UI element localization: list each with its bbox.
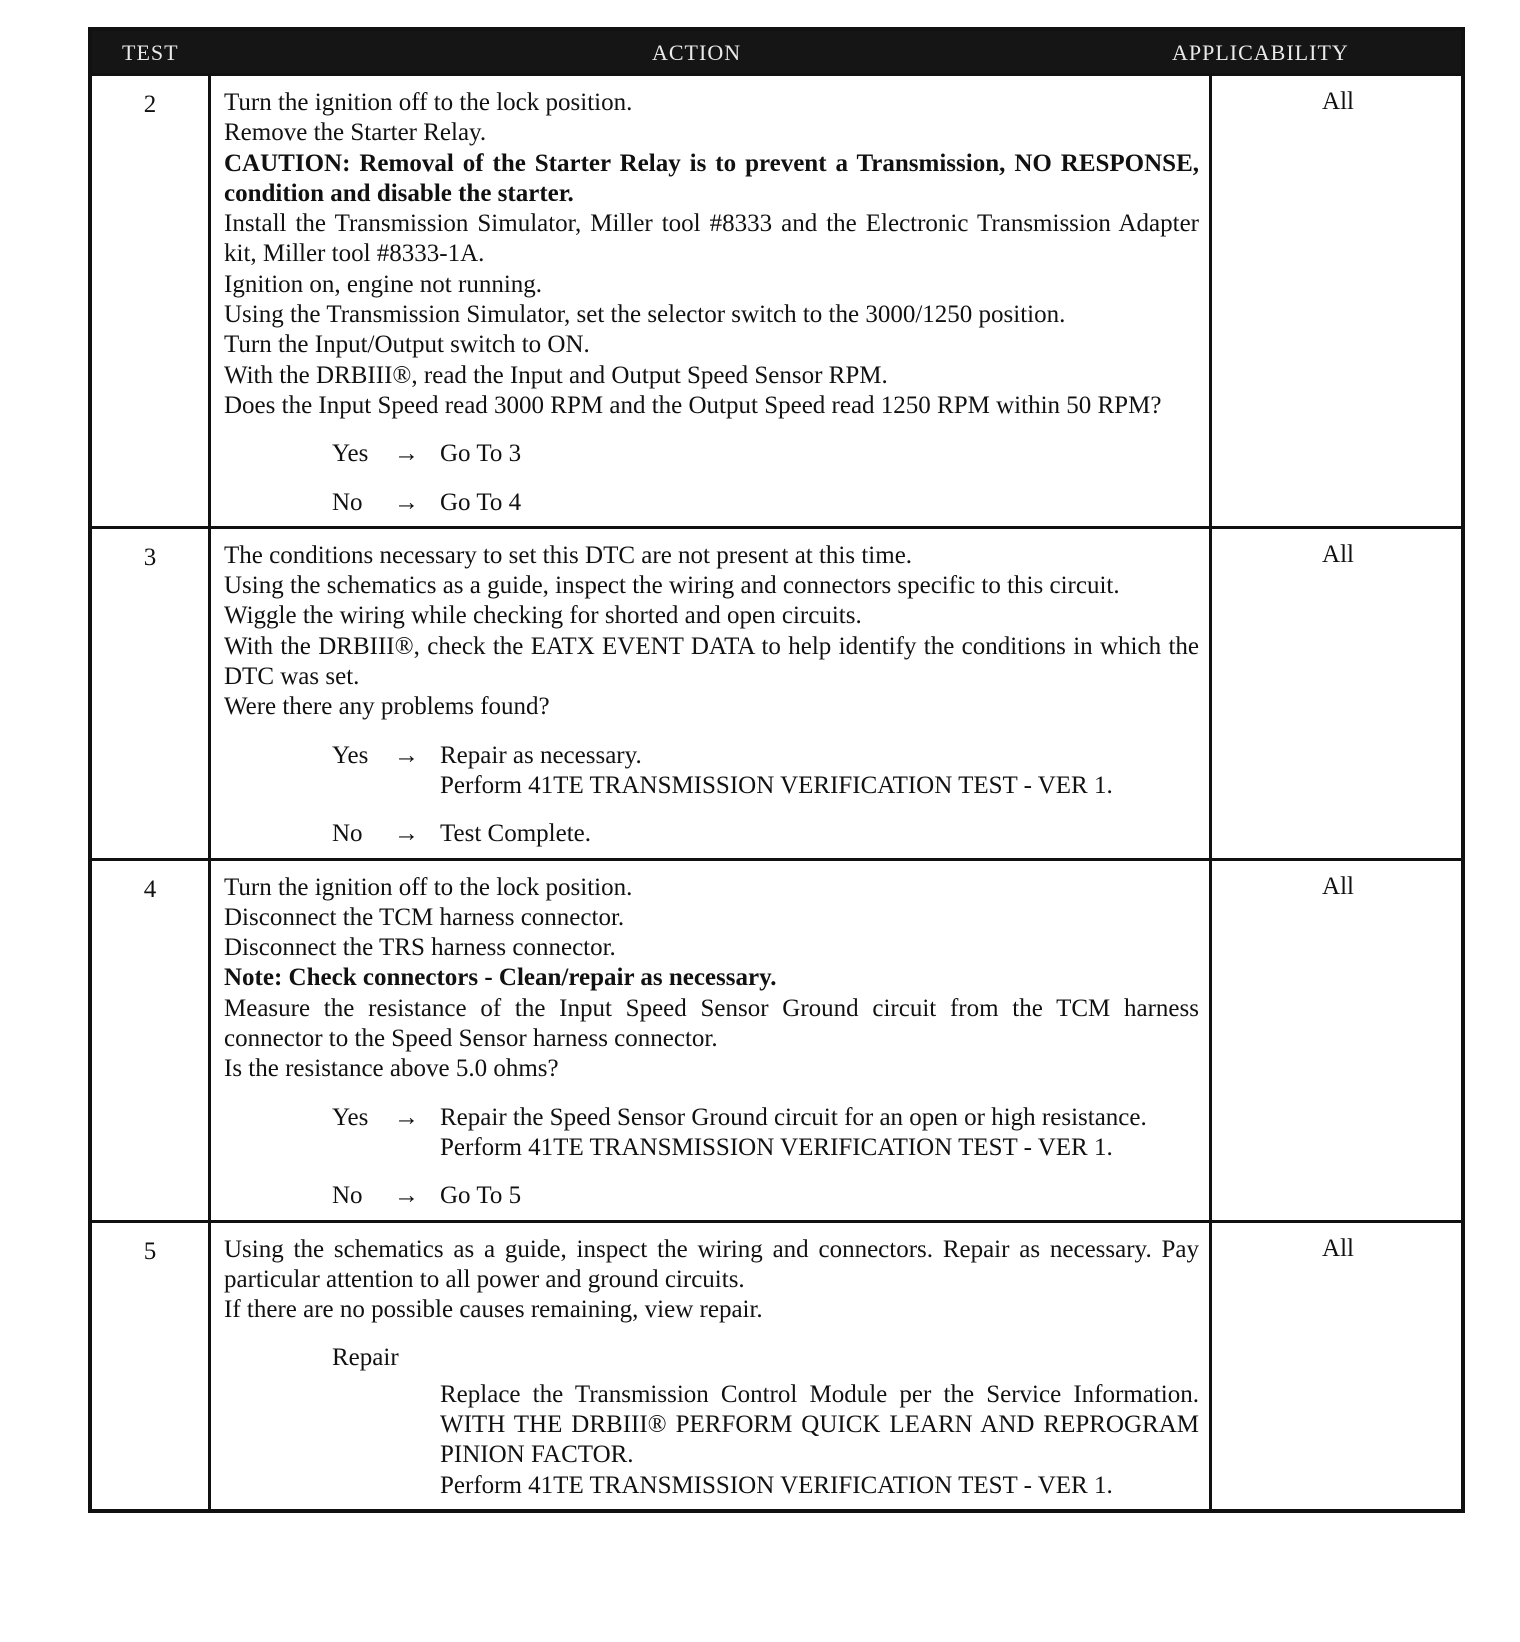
action-line: Turn the Input/Output switch to ON. xyxy=(224,331,590,359)
answer-text-line: Repair the Speed Sensor Ground circuit for an open or high resistance. xyxy=(440,1103,1147,1131)
header-action: ACTION xyxy=(652,40,742,65)
caution-line: CAUTION: Removal of the Starter Relay is to prevent a Transmission, NO RESPONSE, condition and disable the starter. xyxy=(224,149,1199,207)
answer-text xyxy=(440,741,1199,802)
answer-label: No xyxy=(332,820,363,848)
action-line: Ignition on, engine not running. xyxy=(224,270,543,298)
header-applicability: APPLICABILITY xyxy=(1172,40,1349,65)
answer-list xyxy=(332,741,1199,850)
arrow-icon: → xyxy=(394,820,419,848)
answer-text-line: Perform 41TE TRANSMISSION VERIFICATION TEST - VER 1. xyxy=(440,771,1113,799)
action-line: With the DRBIII®, check the EATX EVENT DATA to help identify the conditions in which the DTC was set. xyxy=(224,632,1199,691)
table-row xyxy=(92,73,1461,526)
action-line: Turn the ignition off to the lock position. xyxy=(224,89,633,116)
action-line: Remove the Starter Relay. xyxy=(224,119,487,147)
action-line: Does the Input Speed read 3000 RPM and the Output Speed read 1250 RPM within 50 RPM? xyxy=(224,391,1162,419)
answer-no xyxy=(332,819,1199,849)
arrow-icon: → xyxy=(394,741,419,769)
action-line: Using the schematics as a guide, inspect the wiring and connectors specific to this circuit. xyxy=(224,572,1120,600)
applicability-cell: All xyxy=(1322,1234,1354,1262)
answer-label: Yes xyxy=(332,440,369,468)
action-cell xyxy=(214,529,1212,858)
test-number: 5 xyxy=(92,1223,211,1509)
action-cell xyxy=(214,861,1212,1220)
applicability-cell: All xyxy=(1322,872,1354,900)
repair-label: Repair xyxy=(332,1344,399,1372)
table-row xyxy=(92,1220,1461,1509)
repair-text: Perform 41TE TRANSMISSION VERIFICATION TEST - VER 1. xyxy=(440,1471,1113,1499)
action-line: Using the schematics as a guide, inspect the wiring and connectors. Repair as necessary. Pay particular attention to all power and ground circuits. xyxy=(224,1235,1199,1293)
answer-label: No xyxy=(332,488,363,516)
answer-no xyxy=(332,1181,1199,1211)
answer-yes xyxy=(332,1103,1199,1164)
action-line: Wiggle the wiring while checking for shorted and open circuits. xyxy=(224,602,862,630)
table-row xyxy=(92,858,1461,1220)
answer-label: Yes xyxy=(332,1103,369,1131)
diagnostic-table xyxy=(88,27,1465,1513)
answer-text-line: Perform 41TE TRANSMISSION VERIFICATION TEST - VER 1. xyxy=(440,1133,1113,1161)
action-line: Disconnect the TCM harness connector. xyxy=(224,903,625,931)
repair-text: Replace the Transmission Control Module per the Service Information. WITH THE DRBIII® PERFORM QUICK LEARN AND REPROGRAM PINION FACTOR. xyxy=(440,1380,1199,1469)
answer-text-line: Repair as necessary. xyxy=(440,741,642,769)
action-line: Using the Transmission Simulator, set the selector switch to the 3000/1250 position. xyxy=(224,301,1066,329)
answer-yes xyxy=(332,741,1199,802)
action-line: With the DRBIII®, read the Input and Output Speed Sensor RPM. xyxy=(224,361,888,389)
answer-label: No xyxy=(332,1182,363,1210)
table-header xyxy=(92,31,1461,73)
action-line: Were there any problems found? xyxy=(224,693,550,721)
arrow-icon: → xyxy=(394,488,419,516)
applicability-cell: All xyxy=(1322,88,1354,115)
header-test: TEST xyxy=(122,40,179,65)
answer-text xyxy=(440,1103,1199,1164)
answer-no xyxy=(332,488,1199,518)
answer-label: Yes xyxy=(332,741,369,769)
action-line: Turn the ignition off to the lock position. xyxy=(224,873,633,901)
test-number: 2 xyxy=(92,76,211,526)
note-line: Note: Check connectors - Clean/repair as necessary. xyxy=(224,964,777,992)
action-line: Install the Transmission Simulator, Miller tool #8333 and the Electronic Transmission Adapter kit, Miller tool #8333-1A. xyxy=(224,210,1199,268)
arrow-icon: → xyxy=(394,440,419,468)
action-line: Is the resistance above 5.0 ohms? xyxy=(224,1055,559,1083)
action-cell xyxy=(214,76,1212,526)
action-line: Measure the resistance of the Input Speed Sensor Ground circuit from the TCM harness connector to the Speed Sensor harness connector. xyxy=(224,994,1199,1053)
action-line: If there are no possible causes remaining, view repair. xyxy=(224,1296,763,1324)
test-number: 3 xyxy=(92,529,211,858)
action-line: The conditions necessary to set this DTC are not present at this time. xyxy=(224,541,913,569)
answer-list xyxy=(332,439,1199,518)
action-cell xyxy=(214,1223,1212,1509)
answer-text: Go To 3 xyxy=(440,440,522,468)
answer-yes xyxy=(332,439,1199,469)
answer-list xyxy=(332,1103,1199,1212)
repair-block xyxy=(224,1343,1199,1500)
arrow-icon: → xyxy=(394,1103,419,1131)
answer-text: Test Complete. xyxy=(440,820,592,848)
test-number: 4 xyxy=(92,861,211,1220)
arrow-icon: → xyxy=(394,1182,419,1210)
applicability-cell: All xyxy=(1322,540,1354,568)
answer-text: Go To 4 xyxy=(440,488,522,516)
table-row xyxy=(92,526,1461,858)
action-line: Disconnect the TRS harness connector. xyxy=(224,934,616,962)
answer-text: Go To 5 xyxy=(440,1182,522,1210)
